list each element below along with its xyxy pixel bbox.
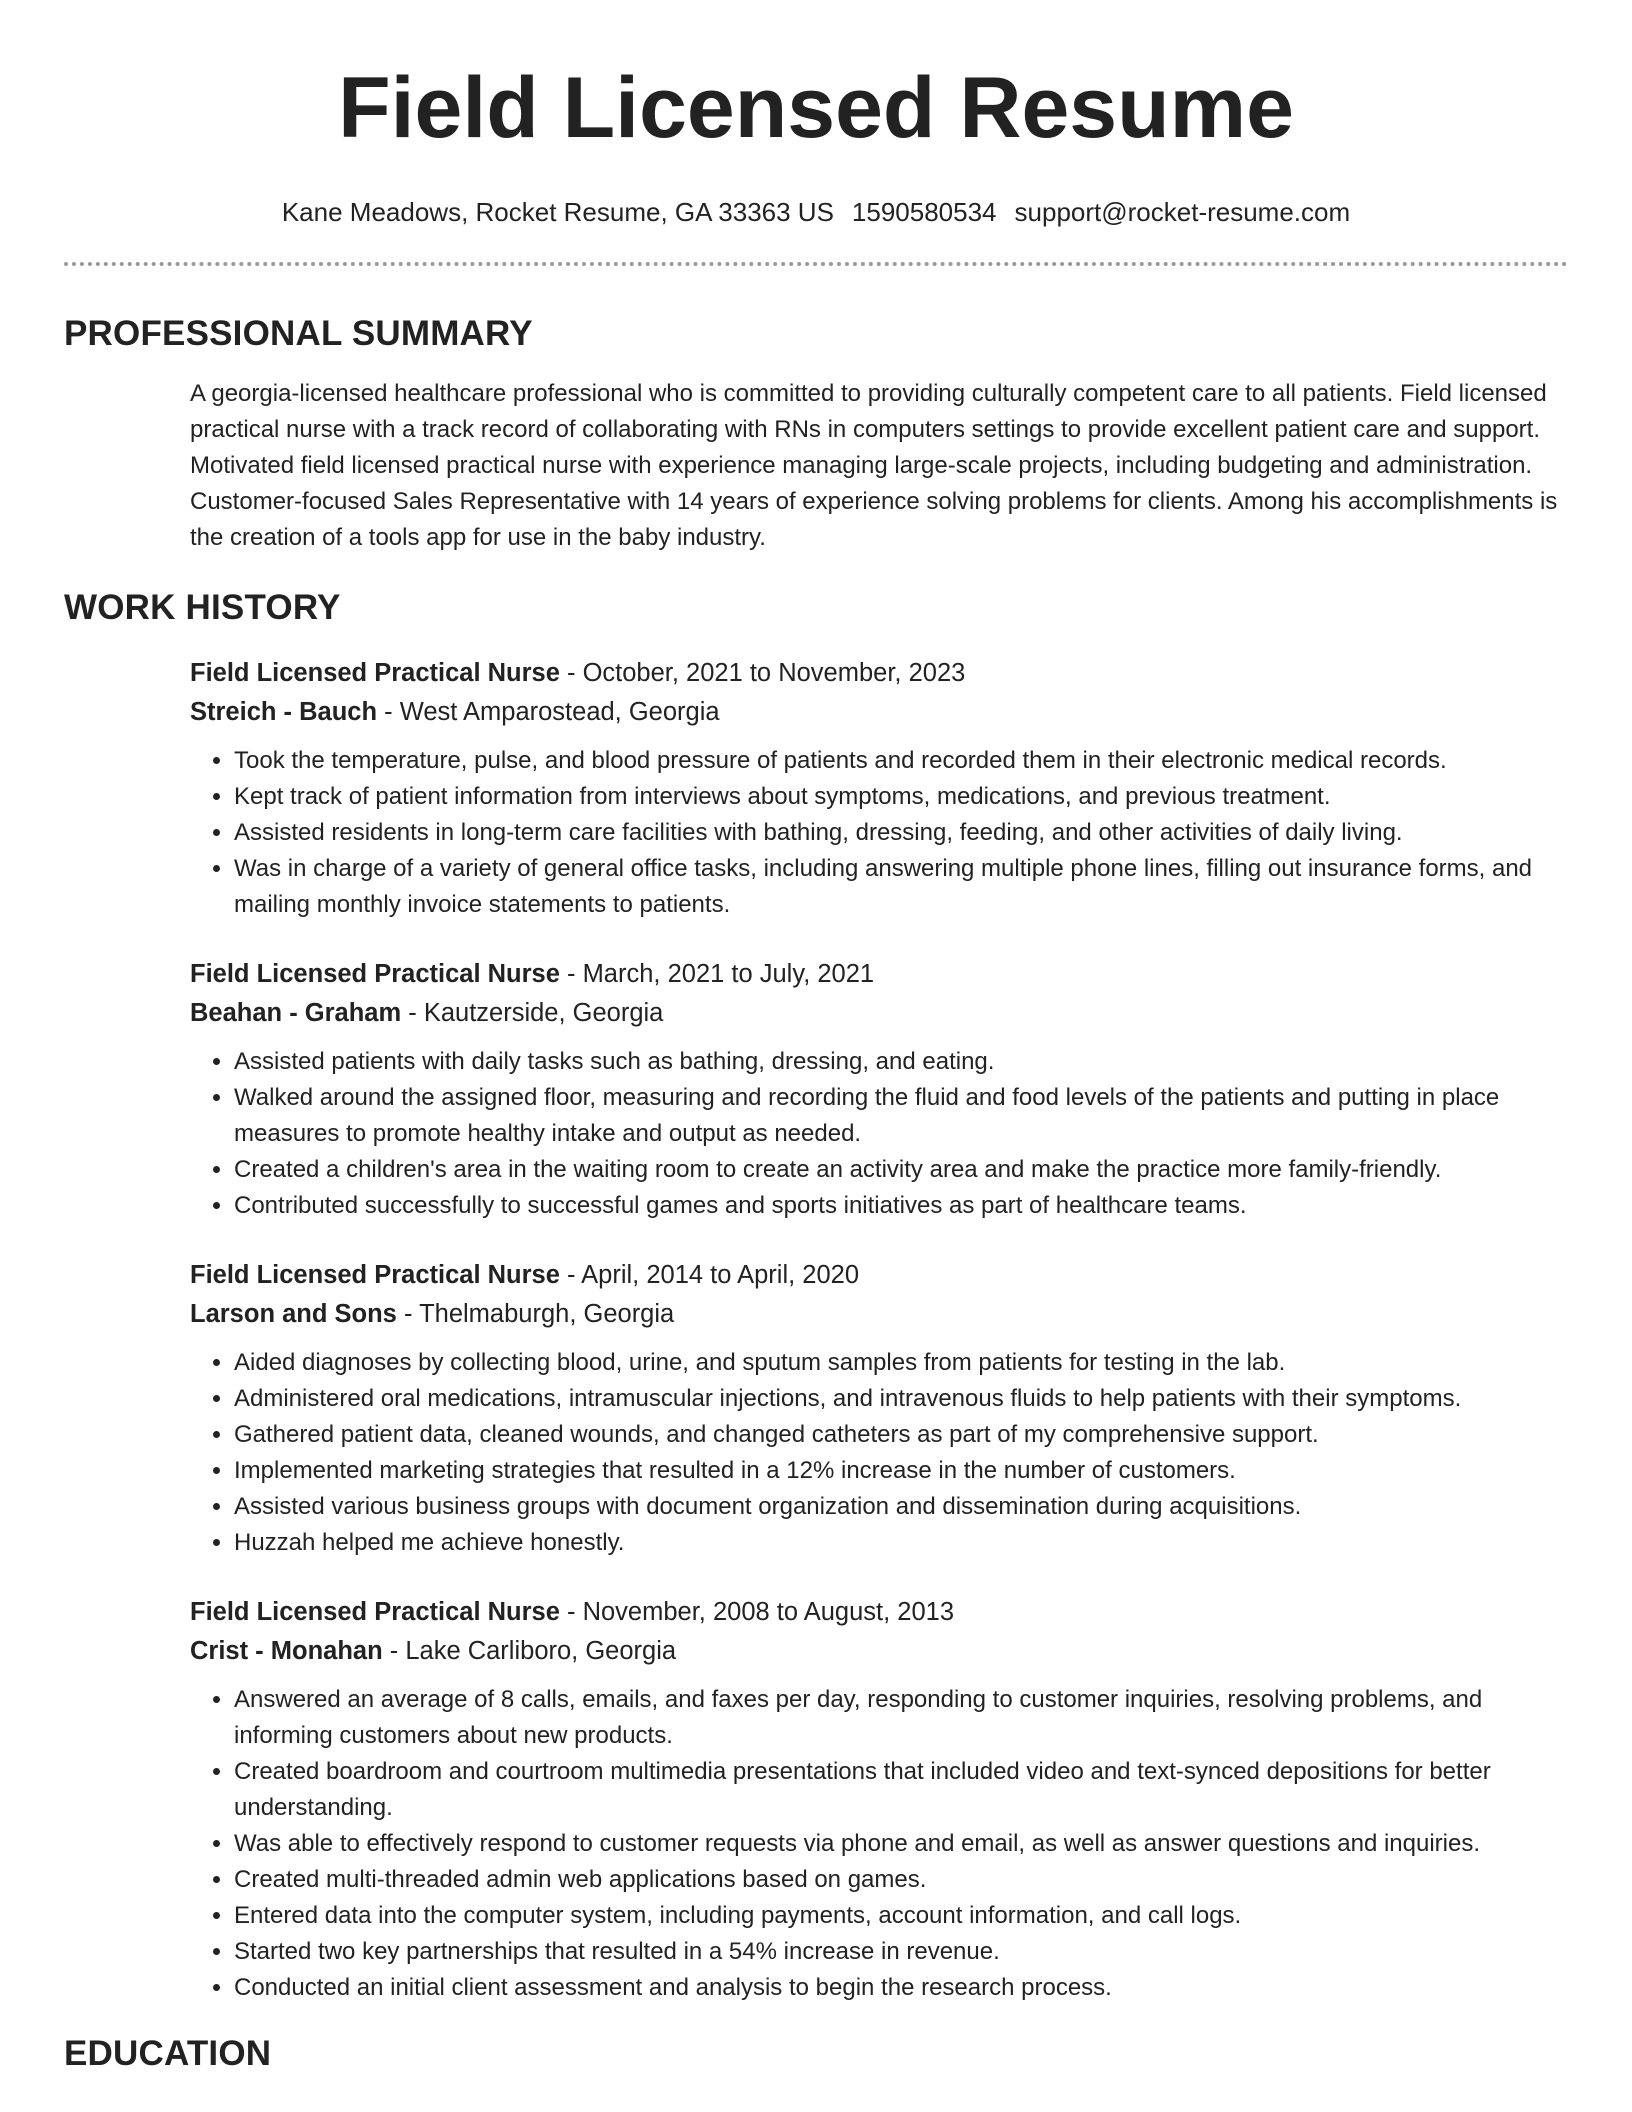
job-title: Field Licensed Practical Nurse — [190, 1598, 560, 1626]
job-bullets — [190, 1682, 1568, 2006]
job-bullet: • Conducted an initial client assessment and analysis to begin the research process. — [234, 1970, 1568, 2006]
job-bullet: • Created a children's area in the waiting room to create an activity area and make the practice more family-friendly. — [234, 1152, 1568, 1188]
job-company-line — [190, 1295, 1568, 1334]
job-title: Field Licensed Practical Nurse — [190, 659, 560, 687]
resume-title: Field Licensed Resume — [338, 60, 1294, 156]
job-bullet: • Implemented marketing strategies that resulted in a 12% increase in the number of customers. — [234, 1453, 1568, 1489]
job-bullet: • Assisted patients with daily tasks such as bathing, dressing, and eating. — [234, 1044, 1568, 1080]
job-title-line — [190, 654, 1568, 693]
job-dates: - October, 2021 to November, 2023 — [559, 659, 966, 687]
job-company-line — [190, 994, 1568, 1033]
job-bullet: • Huzzah helped me achieve honestly. — [234, 1525, 1568, 1561]
education-heading: EDUCATION — [64, 2034, 272, 2073]
summary-text: A georgia-licensed healthcare professional who is committed to providing culturally competent care to all patients. Field licensed practical nurse with a track record of collaborating with RNs in computers settings to provide excellent patient care and support. Motivated field licensed practical nurse with experience managing large-scale projects, including budgeting and administration. Customer-focused Sales Representative with 14 years of experience solving problems for clients. Among his accomplishments is the creation of a tools app for use in the baby industry. — [190, 380, 1558, 551]
job-title: Field Licensed Practical Nurse — [190, 1261, 560, 1289]
job-title-line — [190, 1593, 1568, 1632]
job-entry — [190, 955, 1568, 1224]
job-company: Beahan - Graham — [190, 999, 402, 1027]
job-bullet: • Gathered patient data, cleaned wounds, and changed catheters as part of my comprehensive support. — [234, 1417, 1568, 1453]
job-company: Crist - Monahan — [190, 1637, 383, 1665]
header-divider — [64, 262, 1568, 266]
job-location: - Kautzerside, Georgia — [401, 999, 664, 1027]
job-bullets — [190, 743, 1568, 923]
job-title: Field Licensed Practical Nurse — [190, 960, 560, 988]
job-entry — [190, 1256, 1568, 1561]
job-bullet: • Took the temperature, pulse, and blood pressure of patients and recorded them in their electronic medical records. — [234, 743, 1568, 779]
job-bullet: • Entered data into the computer system, including payments, account information, and call logs. — [234, 1898, 1568, 1934]
job-bullet: • Answered an average of 8 calls, emails, and faxes per day, responding to customer inquiries, resolving problems, and informing customers about new products. — [234, 1682, 1568, 1754]
job-bullet: • Was in charge of a variety of general office tasks, including answering multiple phone lines, filling out insurance forms, and mailing monthly invoice statements to patients. — [234, 851, 1568, 923]
work-history-section — [190, 654, 1568, 2006]
job-bullet: • Assisted residents in long-term care facilities with bathing, dressing, feeding, and other activities of daily living. — [234, 815, 1568, 851]
job-title-line — [190, 955, 1568, 994]
job-company-line — [190, 693, 1568, 732]
job-bullet: • Was able to effectively respond to customer requests via phone and email, as well as answer questions and inquiries. — [234, 1826, 1568, 1862]
job-location: - Thelmaburgh, Georgia — [396, 1300, 675, 1328]
contact-email: support@rocket-resume.com — [1014, 197, 1351, 227]
contact-address: Kane Meadows, Rocket Resume, GA 33363 US — [281, 197, 834, 227]
job-dates: - March, 2021 to July, 2021 — [559, 960, 875, 988]
job-bullet: • Assisted various business groups with document organization and dissemination during acquisitions. — [234, 1489, 1568, 1525]
job-company: Larson and Sons — [190, 1300, 397, 1328]
job-entry — [190, 654, 1568, 923]
job-location: - West Amparostead, Georgia — [377, 698, 720, 726]
summary-heading: PROFESSIONAL SUMMARY — [64, 314, 533, 353]
job-bullet: • Walked around the assigned floor, measuring and recording the fluid and food levels of the patients and putting in place measures to promote healthy intake and output as needed. — [234, 1080, 1568, 1152]
job-bullet: • Administered oral medications, intramuscular injections, and intravenous fluids to help patients with their symptoms. — [234, 1381, 1568, 1417]
job-company-line — [190, 1632, 1568, 1671]
job-bullets — [190, 1044, 1568, 1224]
contact-line — [64, 196, 1568, 228]
job-bullets — [190, 1345, 1568, 1561]
job-bullet: • Started two key partnerships that resulted in a 54% increase in revenue. — [234, 1934, 1568, 1970]
job-bullet: • Created multi-threaded admin web applications based on games. — [234, 1862, 1568, 1898]
job-dates: - November, 2008 to August, 2013 — [559, 1598, 954, 1626]
contact-phone: 1590580534 — [851, 197, 997, 227]
job-dates: - April, 2014 to April, 2020 — [559, 1261, 860, 1289]
job-bullet: • Kept track of patient information from interviews about symptoms, medications, and previous treatment. — [234, 779, 1568, 815]
summary-section — [190, 376, 1568, 556]
job-bullet: • Aided diagnoses by collecting blood, urine, and sputum samples from patients for testing in the lab. — [234, 1345, 1568, 1381]
job-company: Streich - Bauch — [190, 698, 378, 726]
job-title-line — [190, 1256, 1568, 1295]
job-entry — [190, 1593, 1568, 2006]
job-bullet: • Created boardroom and courtroom multimedia presentations that included video and text-synced depositions for better understanding. — [234, 1754, 1568, 1826]
job-location: - Lake Carliboro, Georgia — [382, 1637, 677, 1665]
work-history-heading: WORK HISTORY — [64, 588, 341, 627]
job-bullet: • Contributed successfully to successful games and sports initiatives as part of healthcare teams. — [234, 1188, 1568, 1224]
